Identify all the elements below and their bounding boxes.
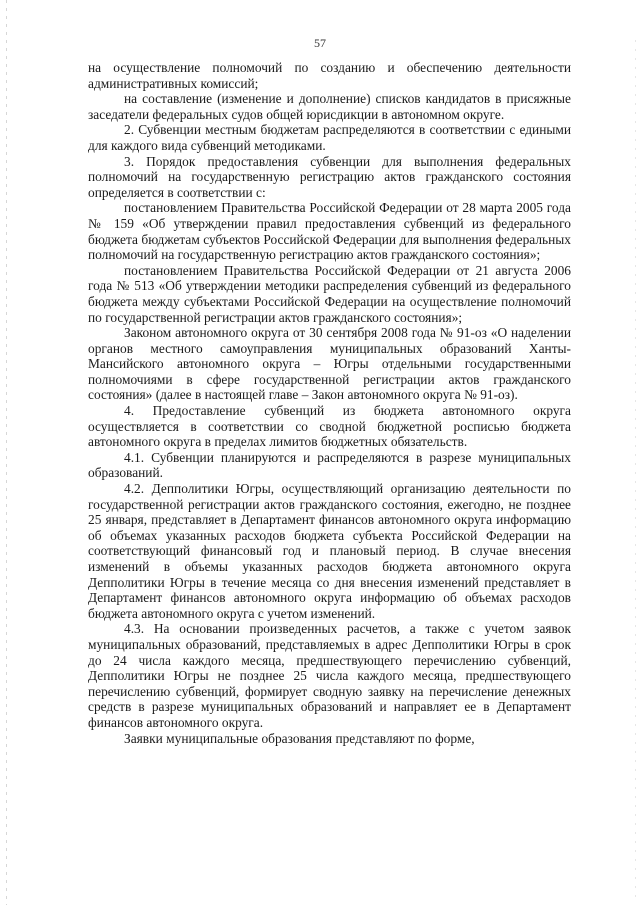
paragraph: Заявки муниципальные образования представляют по форме,	[124, 730, 475, 746]
paragraph: постановлением Правительства Российской Федерации от 28 марта 2005 года № 159 «Об утверждении правил предоставления субвенций из федерального бюджета бюджетам субъектов Российской Федерации для выполнения федеральных полномочий на государственную регистрацию актов гражданского состояния»;	[88, 200, 571, 263]
paragraph: 4. Предоставление субвенций из бюджета автономного округа осуществляется в соответствии со сводной бюджетной росписью бюджета автономного округа в пределах лимитов бюджетных обязательств.	[88, 403, 571, 450]
document-body	[88, 60, 571, 746]
scan-edge-right	[635, 40, 636, 900]
paragraph: на составление (изменение и дополнение) списков кандидатов в присяжные заседатели федеральных судов общей юрисдикции в автономном округе.	[88, 91, 571, 122]
paragraph: 4.3. На основании произведенных расчетов, а также с учетом заявок муниципальных образований, представляемых в адрес Депполитики Югры в срок до 24 числа каждого месяца, предшествующего перечислению субвенций, Депполитики Югры не позднее 25 числа каждого месяца, предшествующего перечислению субвенций, формирует сводную заявку на перечисление денежных средств в разрезе муниципальных образований и направляет ее в Департамент финансов автономного округа.	[88, 621, 571, 730]
paragraph: постановлением Правительства Российской Федерации от 21 августа 2006 года № 513 «Об утверждении методики распределения субвенций из федерального бюджета между субъектами Российской Федерации на осуществление полномочий по государственной регистрации актов гражданского состояния»;	[88, 262, 571, 325]
scan-edge-left	[6, 0, 7, 905]
paragraph: Законом автономного округа от 30 сентября 2008 года № 91-оз «О наделении органов местного самоуправления муниципальных образований Ханты-Мансийского автономного округа – Югры отдельными государственными полномочиями в сфере государственной регистрации актов гражданского состояния» (далее в настоящей главе – Закон автономного округа № 91-оз).	[88, 325, 571, 403]
paragraph: 3. Порядок предоставления субвенции для выполнения федеральных полномочий на государственную регистрацию актов гражданского состояния определяется в соответствии с:	[88, 153, 571, 200]
paragraph: 4.2. Депполитики Югры, осуществляющий организацию деятельности по государственной регистрации актов гражданского состояния, ежегодно, не позднее 25 января, представляет в Департамент финансов автономного округа информацию об объемах указанных расходов бюджета субъекта Российской Федерации на соответствующий финансовый год и плановый период. В случае внесения изменений в объемы указанных расходов бюджета автономного округа Депполитики Югры в течение месяца со дня внесения изменений представляет в Департамент финансов автономного округа информацию об объемах расходов бюджета автономного округа с учетом изменений.	[88, 481, 571, 621]
page-number: 57	[314, 36, 326, 50]
paragraph: 2. Субвенции местным бюджетам распределяются в соответствии с едиными для каждого вида субвенций методиками.	[88, 122, 571, 153]
paragraph: 4.1. Субвенции планируются и распределяются в разрезе муниципальных образований.	[88, 449, 571, 481]
paragraph: на осуществление полномочий по созданию и обеспечению деятельности административных комиссий;	[88, 60, 571, 91]
